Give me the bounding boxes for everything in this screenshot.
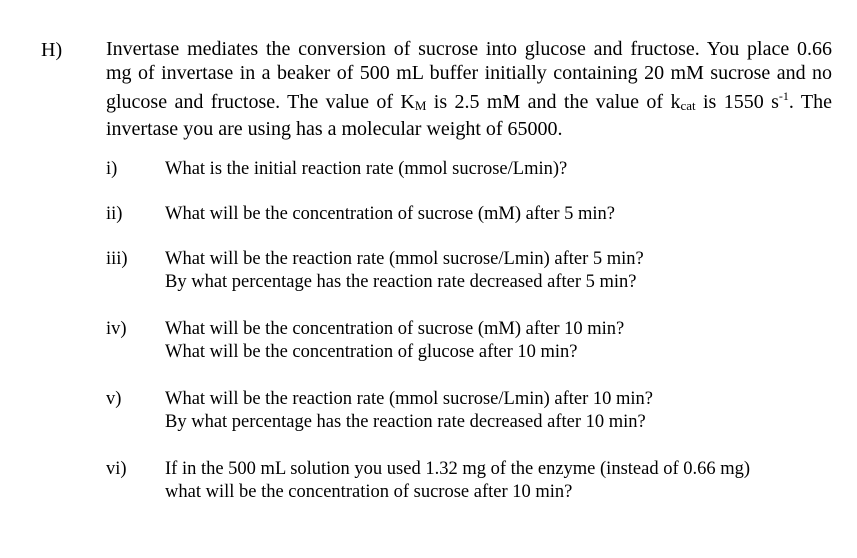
question-number: i): [106, 159, 118, 179]
question-line: what will be the concentration of sucrose after 10 min?: [165, 482, 573, 502]
question-number: iv): [106, 319, 127, 339]
intro-line-1: Invertase mediates the conversion of sucrose into glucose and fructose. You place 0.66: [106, 38, 832, 60]
question-text: [165, 318, 624, 364]
question-text: [165, 203, 615, 226]
intro-line-3-part-c: is 1550 s: [695, 91, 779, 113]
per-second-superscript: -1: [778, 89, 789, 103]
question-number: v): [106, 389, 122, 409]
intro-line-3-part-d: . The: [788, 91, 833, 113]
question-line: What will be the concentration of sucrose (mM) after 10 min?: [165, 319, 625, 339]
problem-label: H): [41, 39, 63, 61]
question-number: iii): [106, 249, 128, 269]
intro-line-3-part-b: is 2.5 mM and the value of k: [426, 91, 681, 113]
intro-line-3-part-a: glucose and fructose. The value of K: [106, 91, 415, 113]
question-text: [165, 158, 567, 181]
kcat-subscript: cat: [680, 98, 696, 113]
intro-line-4: invertase you are using has a molecular weight of 65000.: [106, 117, 563, 140]
question-text: [165, 458, 750, 504]
question-line: What will be the concentration of sucrose (mM) after 5 min?: [165, 204, 616, 224]
question-line: By what percentage has the reaction rate decreased after 10 min?: [165, 412, 646, 432]
question-text: [165, 248, 644, 294]
intro-line-2: mg of invertase in a beaker of 500 mL buffer initially containing 20 mM sucrose and no: [106, 61, 832, 84]
question-line: If in the 500 mL solution you used 1.32 mg of the enzyme (instead of 0.66 mg): [165, 459, 751, 479]
question-line: What is the initial reaction rate (mmol sucrose/Lmin)?: [165, 159, 568, 179]
problem-intro: [106, 38, 832, 141]
question-number: vi): [106, 459, 127, 479]
km-subscript: M: [414, 98, 427, 113]
question-line: By what percentage has the reaction rate decreased after 5 min?: [165, 272, 637, 292]
question-number: ii): [106, 204, 123, 224]
question-line: What will be the concentration of glucose after 10 min?: [165, 342, 578, 362]
intro-line-3: [106, 85, 832, 118]
question-text: [165, 388, 653, 434]
question-line: What will be the reaction rate (mmol sucrose/Lmin) after 10 min?: [165, 389, 654, 409]
question-line: What will be the reaction rate (mmol sucrose/Lmin) after 5 min?: [165, 249, 644, 269]
